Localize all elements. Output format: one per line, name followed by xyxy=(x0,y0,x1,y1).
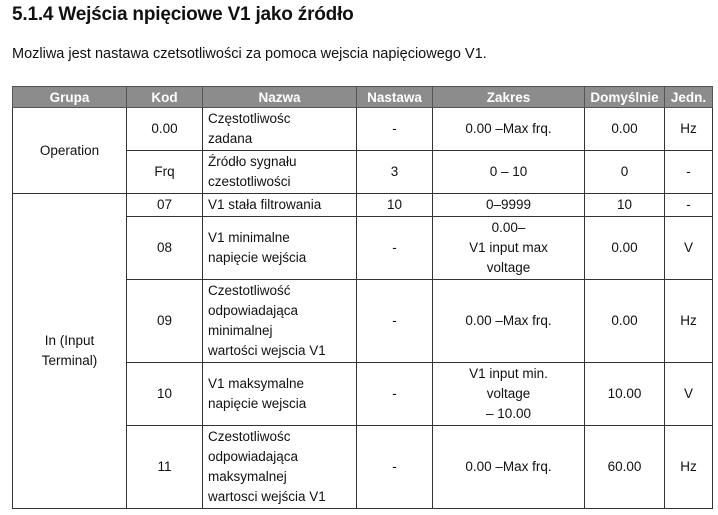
jedn-cell: V xyxy=(665,363,713,426)
nazwa-line: V1 stała filtrowania xyxy=(208,197,322,212)
zakres-cell xyxy=(433,426,585,509)
nastawa-cell: - xyxy=(357,108,433,151)
zakres-cell xyxy=(433,194,585,217)
kod-cell: 10 xyxy=(127,363,203,426)
nazwa-line: zadana xyxy=(208,131,253,146)
zakres-line: 0.00 –Max frq. xyxy=(465,313,552,328)
zakres-line: 0 – 10 xyxy=(489,164,528,179)
jedn-cell: Hz xyxy=(665,426,713,509)
zakres-line: voltage xyxy=(486,386,531,401)
nastawa-cell: - xyxy=(357,217,433,280)
nazwa-cell xyxy=(203,363,357,426)
nazwa-line: Źródło sygnału xyxy=(208,154,297,169)
domyslnie-cell: 10.00 xyxy=(585,363,665,426)
nazwa-cell xyxy=(203,151,357,194)
zakres-cell xyxy=(433,151,585,194)
domyslnie-cell: 0.00 xyxy=(585,108,665,151)
domyslnie-cell: 10 xyxy=(585,194,665,217)
jedn-cell: Hz xyxy=(665,108,713,151)
nazwa-cell xyxy=(203,280,357,363)
domyslnie-cell: 0.00 xyxy=(585,217,665,280)
col-header: Grupa xyxy=(13,87,127,108)
nazwa-line: odpowiadająca xyxy=(208,449,299,464)
col-header: Nazwa xyxy=(203,87,357,108)
nazwa-line: wartosci wejścia V1 xyxy=(208,489,326,504)
group-label: In (Input xyxy=(44,333,95,348)
domyslnie-cell: 60.00 xyxy=(585,426,665,509)
col-header: Domyślnie xyxy=(585,87,665,108)
nazwa-cell xyxy=(203,194,357,217)
zakres-line: voltage xyxy=(486,260,531,275)
zakres-line: 0–9999 xyxy=(485,197,532,212)
nazwa-cell xyxy=(203,426,357,509)
nazwa-line: odpowiadająca xyxy=(208,303,299,318)
kod-cell: Frq xyxy=(127,151,203,194)
jedn-cell: - xyxy=(665,194,713,217)
kod-cell: 0.00 xyxy=(127,108,203,151)
kod-cell: 09 xyxy=(127,280,203,363)
group-cell xyxy=(13,194,127,509)
nazwa-line: Częstotliwośc xyxy=(208,111,291,126)
nastawa-cell: - xyxy=(357,363,433,426)
group-label: Operation xyxy=(39,142,100,158)
kod-cell: 08 xyxy=(127,217,203,280)
nastawa-cell: - xyxy=(357,280,433,363)
zakres-line: V1 input min. xyxy=(469,366,548,381)
zakres-cell xyxy=(433,217,585,280)
group-cell xyxy=(13,108,127,194)
zakres-line: 0.00 –Max frq. xyxy=(465,121,552,136)
nazwa-line: wartości wejscia V1 xyxy=(208,343,326,358)
jedn-cell: - xyxy=(665,151,713,194)
zakres-line: – 10.00 xyxy=(485,406,532,421)
nazwa-line: czestotliwości xyxy=(208,174,291,189)
col-header: Nastawa xyxy=(357,87,433,108)
zakres-line: 0.00– xyxy=(491,220,526,235)
section-heading: 5.1.4 Wejścia npięciowe V1 jako źródło xyxy=(12,4,354,25)
jedn-cell: V xyxy=(665,217,713,280)
zakres-line: V1 input max xyxy=(469,240,548,255)
jedn-cell: Hz xyxy=(665,280,713,363)
zakres-cell xyxy=(433,280,585,363)
nastawa-cell: 10 xyxy=(357,194,433,217)
col-header: Kod xyxy=(127,87,203,108)
kod-cell: 11 xyxy=(127,426,203,509)
zakres-cell xyxy=(433,363,585,426)
nastawa-cell: 3 xyxy=(357,151,433,194)
col-header: Zakres xyxy=(433,87,585,108)
zakres-cell xyxy=(433,108,585,151)
nastawa-cell: - xyxy=(357,426,433,509)
header-row xyxy=(13,87,713,108)
nazwa-line: Czestotliwość xyxy=(208,283,291,298)
nazwa-line: minimalnej xyxy=(208,323,273,338)
table-row xyxy=(13,108,713,151)
nazwa-line: V1 minimalne xyxy=(208,230,290,245)
nazwa-line: napięcie wejścia xyxy=(208,250,307,265)
nazwa-line: napięcie wejscia xyxy=(208,396,307,411)
kod-cell: 07 xyxy=(127,194,203,217)
nazwa-cell xyxy=(203,108,357,151)
table-row xyxy=(13,194,713,217)
group-label: Terminal) xyxy=(41,353,98,368)
nazwa-line: V1 maksymalne xyxy=(208,376,305,391)
zakres-line: 0.00 –Max frq. xyxy=(465,459,552,474)
intro-text: Mozliwa jest nastawa czetsotliwości za pomoca wejscia napięciowego V1. xyxy=(12,46,487,62)
nazwa-cell xyxy=(203,217,357,280)
col-header: Jedn. xyxy=(665,87,713,108)
domyslnie-cell: 0.00 xyxy=(585,280,665,363)
parameter-table xyxy=(12,86,713,509)
nazwa-line: maksymalnej xyxy=(208,469,287,484)
nazwa-line: Czestotliwośc xyxy=(208,429,291,444)
domyslnie-cell: 0 xyxy=(585,151,665,194)
